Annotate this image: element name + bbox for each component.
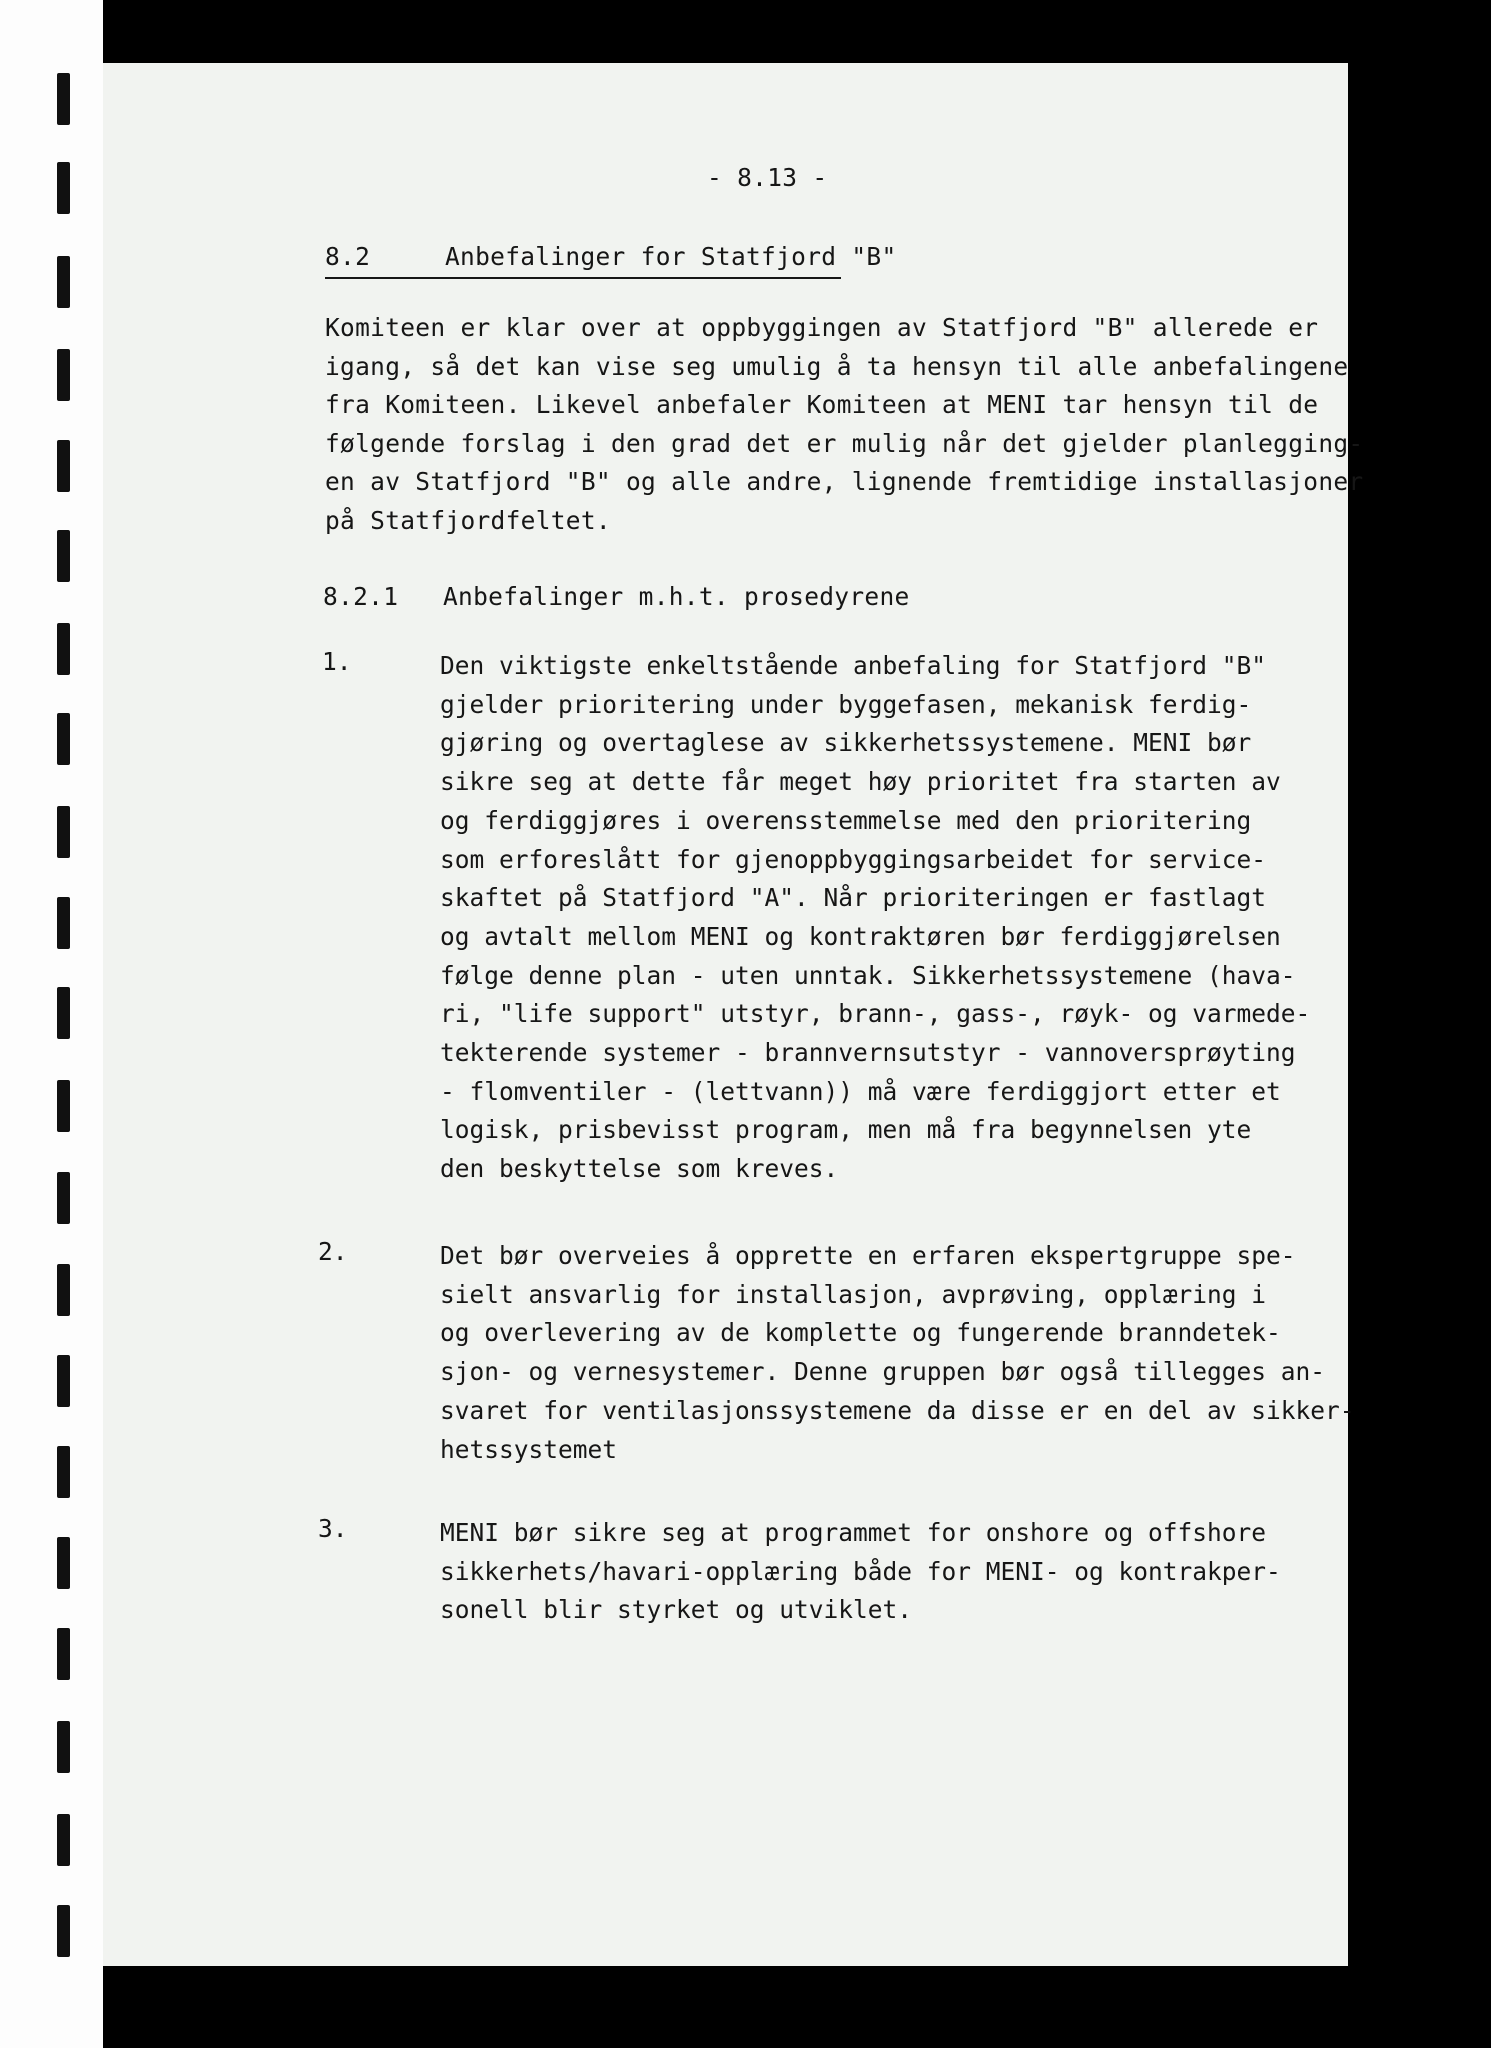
subsection-number: 8.2.1 bbox=[323, 582, 399, 611]
binding-hole bbox=[57, 162, 70, 214]
binding-hole bbox=[57, 1080, 70, 1132]
binding-hole bbox=[57, 73, 70, 125]
binding-hole bbox=[57, 1446, 70, 1498]
item-line: tekterende systemer - brannvernsutstyr - vannoversprøyting bbox=[440, 1038, 1296, 1068]
binding-hole bbox=[57, 1264, 70, 1316]
item-number: 2. bbox=[318, 1237, 348, 1266]
item-line: gjøring og overtaglese av sikkerhetssystemene. MENI bør bbox=[440, 728, 1252, 758]
section-title: Anbefalinger for Statfjord "B" bbox=[445, 242, 897, 271]
paragraph-line: følgende forslag i den grad det er mulig når det gjelder planlegging- bbox=[325, 428, 1364, 458]
item-line: ri, "life support" utstyr, brann-, gass-, røyk- og varmede- bbox=[440, 999, 1311, 1029]
item-number: 3. bbox=[318, 1514, 348, 1543]
binding-hole bbox=[57, 713, 70, 765]
item-line: sonell blir styrket og utviklet. bbox=[440, 1595, 913, 1625]
item-text bbox=[440, 1237, 1355, 1469]
item-line: gjelder prioritering under byggefasen, mekanisk ferdig- bbox=[440, 689, 1252, 719]
item-line: svaret for ventilasjonssystemene da disse er en del av sikker- bbox=[440, 1395, 1355, 1425]
binder-strip bbox=[0, 0, 103, 2048]
item-line: den beskyttelse som kreves. bbox=[440, 1154, 839, 1184]
paragraph-line: Komiteen er klar over at oppbyggingen av Statfjord "B" allerede er bbox=[325, 313, 1319, 342]
paragraph-line: på Statfjordfeltet. bbox=[325, 505, 611, 535]
section-number: 8.2 bbox=[325, 242, 371, 271]
item-line: MENI bør sikre seg at programmet for onshore og offshore bbox=[440, 1518, 1267, 1547]
item-line: logisk, prisbevisst program, men må fra begynnelsen yte bbox=[440, 1115, 1252, 1145]
binding-hole bbox=[57, 806, 70, 858]
binding-hole bbox=[57, 1355, 70, 1407]
subsection-title: Anbefalinger m.h.t. prosedyrene bbox=[443, 582, 910, 611]
item-line: og ferdiggjøres i overensstemmelse med den prioritering bbox=[440, 805, 1252, 835]
binding-hole bbox=[57, 530, 70, 582]
item-line: følge denne plan - uten unntak. Sikkerhetssystemene (hava- bbox=[440, 960, 1296, 990]
item-line: sikre seg at dette får meget høy prioritet fra starten av bbox=[440, 767, 1281, 797]
paragraph-line: fra Komiteen. Likevel anbefaler Komiteen at MENI tar hensyn til de bbox=[325, 390, 1319, 419]
item-line: og avtalt mellom MENI og kontraktøren bør ferdiggjørelsen bbox=[440, 921, 1281, 951]
item-line: sielt ansvarlig for installasjon, avprøving, opplæring i bbox=[440, 1279, 1267, 1309]
paragraph-line: igang, så det kan vise seg umulig å ta hensyn til alle anbefalingene bbox=[325, 351, 1349, 381]
binding-hole bbox=[57, 440, 70, 492]
binding-hole bbox=[57, 256, 70, 308]
binding-hole bbox=[57, 897, 70, 949]
intro-paragraph bbox=[325, 309, 1363, 540]
item-line: - flomventiler - (lettvann)) må være ferdiggjort etter et bbox=[440, 1076, 1281, 1106]
binding-hole bbox=[57, 1537, 70, 1589]
item-text bbox=[440, 647, 1310, 1189]
page-number: - 8.13 - bbox=[707, 163, 828, 192]
binding-hole bbox=[57, 987, 70, 1039]
item-line: Den viktigste enkeltstående anbefaling for Statfjord "B" bbox=[440, 651, 1267, 680]
item-line: skaftet på Statfjord "A". Når prioriteringen er fastlagt bbox=[440, 883, 1267, 913]
binding-hole bbox=[57, 349, 70, 401]
binding-hole bbox=[57, 1172, 70, 1224]
item-line: og overlevering av de komplette og fungerende branndetek- bbox=[440, 1318, 1281, 1348]
binding-hole bbox=[57, 623, 70, 675]
item-line: hetssystemet bbox=[440, 1434, 618, 1464]
section-heading bbox=[325, 242, 897, 279]
binding-hole bbox=[57, 1905, 70, 1957]
item-number: 1. bbox=[322, 647, 352, 676]
paragraph-line: en av Statfjord "B" og alle andre, lignende fremtidige installasjoner bbox=[325, 467, 1364, 496]
subsection-heading bbox=[323, 582, 910, 611]
item-line: som erforeslått for gjenoppbyggingsarbeidet for service- bbox=[440, 844, 1267, 874]
item-line: sikkerhets/havari-opplæring både for MENI- og kontrakper- bbox=[440, 1556, 1281, 1586]
item-line: Det bør overveies å opprette en erfaren ekspertgruppe spe- bbox=[440, 1241, 1296, 1270]
binding-hole bbox=[57, 1721, 70, 1773]
item-line: sjon- og vernesystemer. Denne gruppen bør også tillegges an- bbox=[440, 1357, 1326, 1387]
item-text bbox=[440, 1514, 1281, 1630]
binding-hole bbox=[57, 1628, 70, 1680]
binding-hole bbox=[57, 1814, 70, 1866]
